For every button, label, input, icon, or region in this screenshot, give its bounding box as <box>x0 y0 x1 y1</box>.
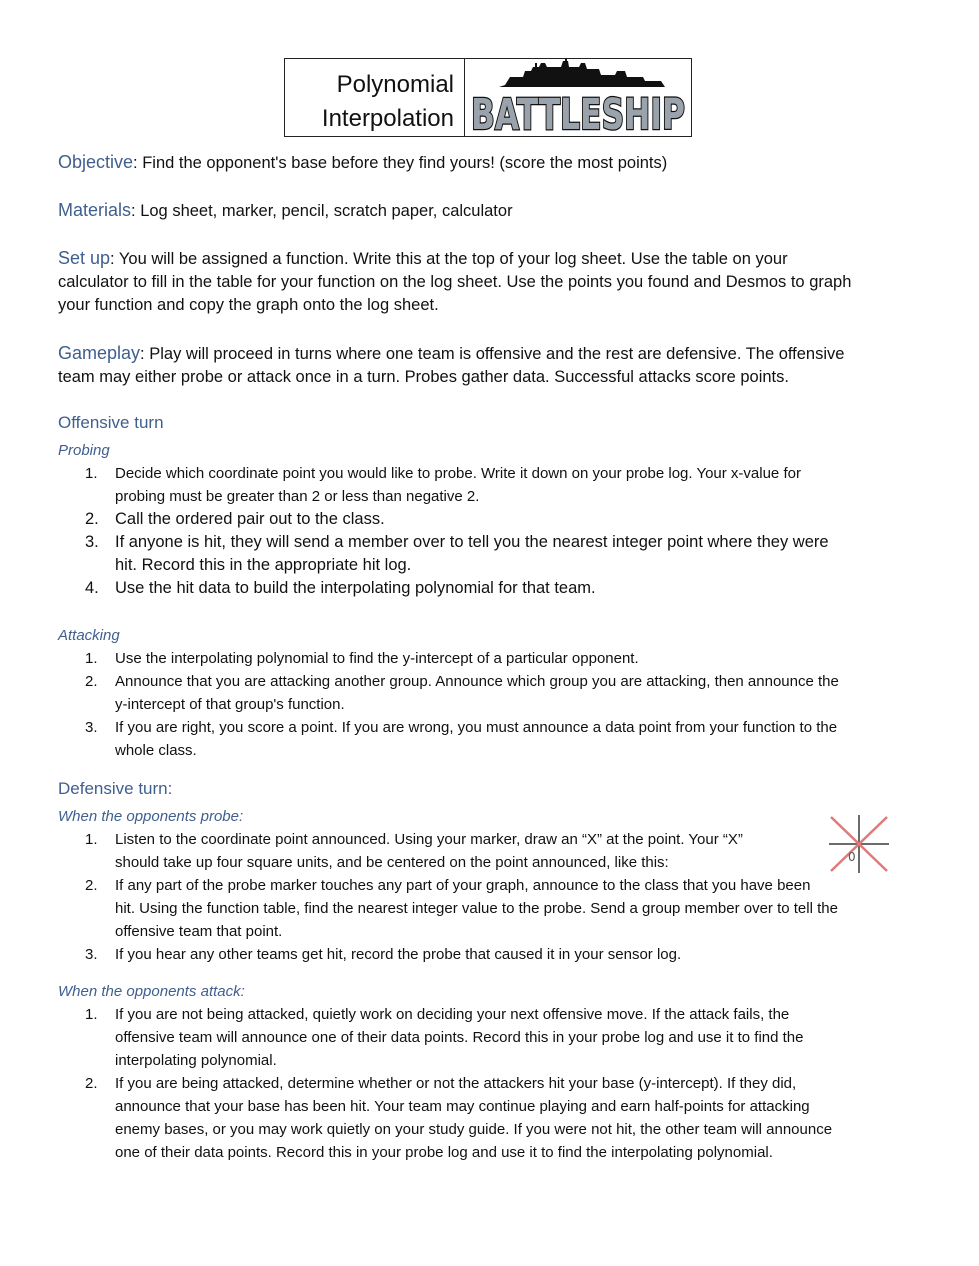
materials-label: Materials <box>58 200 132 220</box>
list-item: 2. If any part of the probe marker touches any part of your graph, announce to the class that you have been hit. Using the function table, find the nearest integer value to the probe. Send a group member over to tell the offensive team that point. <box>85 877 838 940</box>
x-mark-example-icon <box>829 815 889 873</box>
title-line-1: Polynomial <box>336 71 454 98</box>
list-item: 3. If anyone is hit, they will send a member over to tell you the nearest integer point where they were hit. Record this in the appropriate hit log. <box>85 533 829 574</box>
attack-defense-heading: When the opponents attack: <box>58 983 245 1000</box>
objective-line <box>58 151 920 175</box>
list-item: 1. If you are not being attacked, quietly work on deciding your next offensive move. If the attack fails, the offensive team will announce one of their data points. Record this in your probe log and use it to find the interpolating polynomial. <box>85 1006 804 1069</box>
offensive-heading: Offensive turn <box>58 413 164 432</box>
objective-label: Objective <box>58 152 134 172</box>
probing-heading: Probing <box>58 442 110 459</box>
logo-text: BATTLESHIP <box>471 90 685 140</box>
setup-line-2: calculator to fill in the table for your function on the log sheet. Use the points you found and Desmos to graph <box>58 273 852 291</box>
list-item: 2. Announce that you are attacking another group. Announce which group you are attacking, then announce the y-intercept of that group's function. <box>85 673 839 713</box>
attacking-heading: Attacking <box>58 627 120 644</box>
probe-defense-heading: When the opponents probe: <box>58 808 244 825</box>
list-item: 2. Call the ordered pair out to the class. <box>85 510 385 528</box>
attacking-list <box>58 647 920 762</box>
setup-line-1: : You will be assigned a function. Write this at the top of your log sheet. Use the table on your <box>110 250 788 268</box>
battleship-logo <box>465 59 691 140</box>
gameplay-paragraph <box>58 342 920 389</box>
materials-line <box>58 199 920 223</box>
list-item: 3. If you hear any other teams get hit, record the probe that caused it in your sensor log. <box>85 946 682 963</box>
title-box <box>284 58 692 140</box>
list-item: 4. Use the hit data to build the interpolating polynomial for that team. <box>85 579 596 597</box>
attack-defense-list <box>58 1003 920 1164</box>
list-item: 3. If you are right, you score a point. If you are wrong, you must announce a data point from your function to the whole class. <box>85 719 838 759</box>
list-item: 1. Listen to the coordinate point announced. Using your marker, draw an “X” at the point. Your “X” should take up four square units, and be centered on the point announced, like this: <box>85 831 743 871</box>
title-text <box>285 59 465 136</box>
list-item: 2. If you are being attacked, determine whether or not the attackers hit your base (y-intercept). If they did, announce that your base has been hit. Your team may continue playing and earn half-points for attacking enemy bases, or you may work quietly on your study guide. If you were not hit, the other team will announce one of their data points. Record this in your probe log and use it to find the interpolating polynomial. <box>85 1075 833 1161</box>
gameplay-label: Gameplay <box>58 343 141 363</box>
probe-defense-list <box>58 828 920 966</box>
x-mark-origin-label: 0 <box>848 850 856 864</box>
list-item: 1. Decide which coordinate point you would like to probe. Write it down on your probe log. Your x-value for probing must be greater than 2 or less than negative 2. <box>85 465 801 505</box>
materials-text: : Log sheet, marker, pencil, scratch paper, calculator <box>131 202 513 220</box>
gameplay-line-2: team may either probe or attack once in a turn. Probes gather data. Successful attacks score points. <box>58 368 789 386</box>
probing-list <box>58 462 920 600</box>
setup-label: Set up <box>58 248 111 268</box>
title-line-2: Interpolation <box>321 105 454 132</box>
defensive-heading: Defensive turn: <box>58 779 173 798</box>
gameplay-line-1: : Play will proceed in turns where one team is offensive and the rest are defensive. The offensive <box>140 345 845 363</box>
setup-paragraph <box>58 247 920 317</box>
list-item: 1. Use the interpolating polynomial to find the y-intercept of a particular opponent. <box>85 650 639 667</box>
objective-text: : Find the opponent's base before they find yours! (score the most points) <box>133 154 668 172</box>
setup-line-3: your function and copy the graph onto the log sheet. <box>58 296 439 314</box>
battleship-ship-icon <box>465 59 691 140</box>
